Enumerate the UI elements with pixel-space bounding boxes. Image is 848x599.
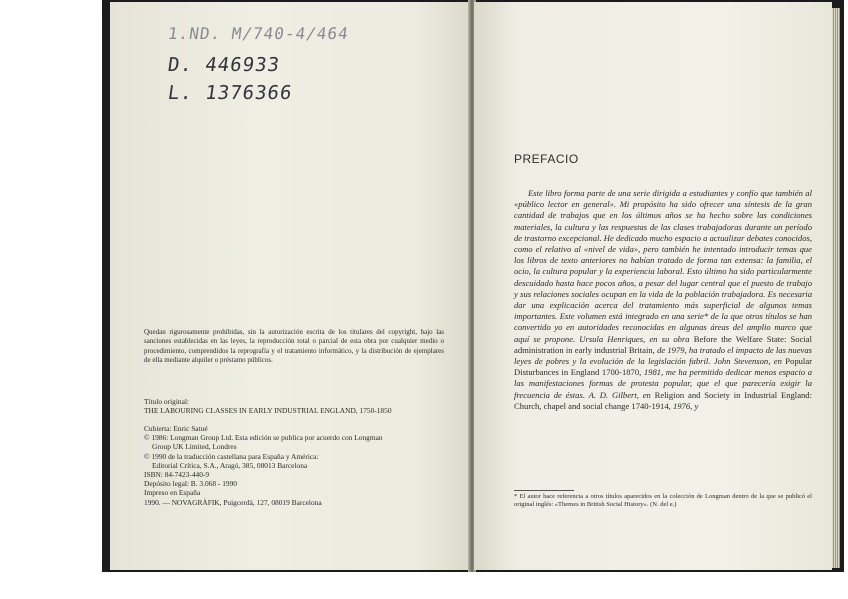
book-title-reference: Before the Welfare State: Social administration in early industrial Britain,	[514, 333, 812, 355]
book-title-reference: Popular Disturbances in England 1700-1870,	[514, 356, 812, 378]
original-title: THE LABOURING CLASSES IN EARLY INDUSTRIAL ENGLAND, 1750-1850	[144, 406, 392, 416]
book-scan	[102, 0, 844, 572]
page-heading: PREFACIO	[514, 152, 579, 166]
printer: 1990. — NOVAGRÀFIK, Puigcerdà, 127, 08019 Barcelona	[144, 497, 322, 507]
preface-paragraph: 1981, me ha permitido dedicar menos espacio a las manifestaciones formas de protesta popular, que el que parecería exigir la frecuencia de éstas. A. D. Gilbert, en	[514, 367, 812, 400]
handwritten-catalog-number: D. 446933	[166, 54, 282, 76]
credit-line: Editorial Crítica, S.A., Aragó, 385, 08013 Barcelona	[152, 460, 308, 470]
handwritten-inventory-number: L. 1376366	[166, 82, 294, 104]
original-title-label: Título original:	[144, 397, 189, 406]
left-page	[110, 2, 470, 570]
printed-in: Impreso en España	[144, 488, 201, 498]
cover-credit: Cubierta: Enric Satué	[144, 424, 208, 433]
right-page	[474, 2, 832, 570]
preface-text	[514, 188, 812, 412]
page-stack-edge	[832, 8, 840, 568]
book-title-reference: Religion and Society in Industrial England: Church, chapel and social change 1740-1914,	[514, 389, 812, 411]
handwritten-call-number: 1.ND. M/740-4/464	[166, 24, 351, 43]
credits-block	[144, 424, 444, 507]
credit-line: Group UK Limited, Londres	[152, 442, 237, 452]
footnote: * El autor hace referencia a otros títulos aparecidos en la colección de Longman dentro de la que se publicó el original inglés: «Themes in British Social History». (N. del e.)	[514, 493, 812, 509]
credit-line: © 1986: Longman Group Ltd. Esta edición se publica por acuerdo con Longman	[144, 433, 383, 443]
preface-paragraph: 1976, y	[672, 400, 699, 411]
original-title-block	[144, 397, 444, 415]
copyright-notice: Quedan rigurosamente prohibidas, sin la autorización escrita de los titulares del copyright, bajo las sanciones establecidas en las leyes, la reproducción total o parcial de esta obra por cualquier medio o procedimiento, comprendidos la reprografía y el tratamiento informático, y la distribución de ejemplares de ella mediante alquiler o préstamo públicos.	[144, 328, 444, 364]
footnote-rule	[514, 490, 574, 491]
credit-line: © 1990 de la traducción castellana para España y América:	[144, 451, 319, 461]
legal-deposit: Depósito legal: B. 3.068 - 1990	[144, 479, 237, 489]
isbn: ISBN: 84-7423-440-9	[144, 470, 210, 480]
preface-paragraph: Este libro forma parte de una serie dirigida a estudiantes y confío que también al «público lector en general». Mi propósito ha sido ofrecer una síntesis de la gran cantidad de trabajos que en los últimos años se ha hecho sobre las condiciones materiales, la cultura y las respuestas de las clases trabajadoras durante un período de trastorno excepcional. He dedicado mucho espacio a actualizar debates conocidos, como el relativo al «nivel de vida», pero también he intentado introducir temas que los libros de texto anteriores no habían tratado de forma tan extensa: la familia, el ocio, la cultura popular y la experiencia laboral. Esto último ha sido particularmente descuidado hasta hace pocos años, a pesar del lugar central que el puesto de trabajo y sus relaciones sociales ocupan en la vida de la población trabajadora. Es necesaria dar una explicación acerca del tratamiento más superficial de algunos temas importantes. Este volumen está integrado en una serie* de la que otros títulos se han convertido yo en autoridades reconocidas en algunas áreas del amplio marco que aquí se propone. Ursula Henriques, en su obra	[514, 188, 812, 344]
preface-paragraph: de 1979, ha tratado el impacto de las nuevas leyes de pobres y la evolución de la legislación fabril. John Stevenson, en	[514, 344, 812, 367]
